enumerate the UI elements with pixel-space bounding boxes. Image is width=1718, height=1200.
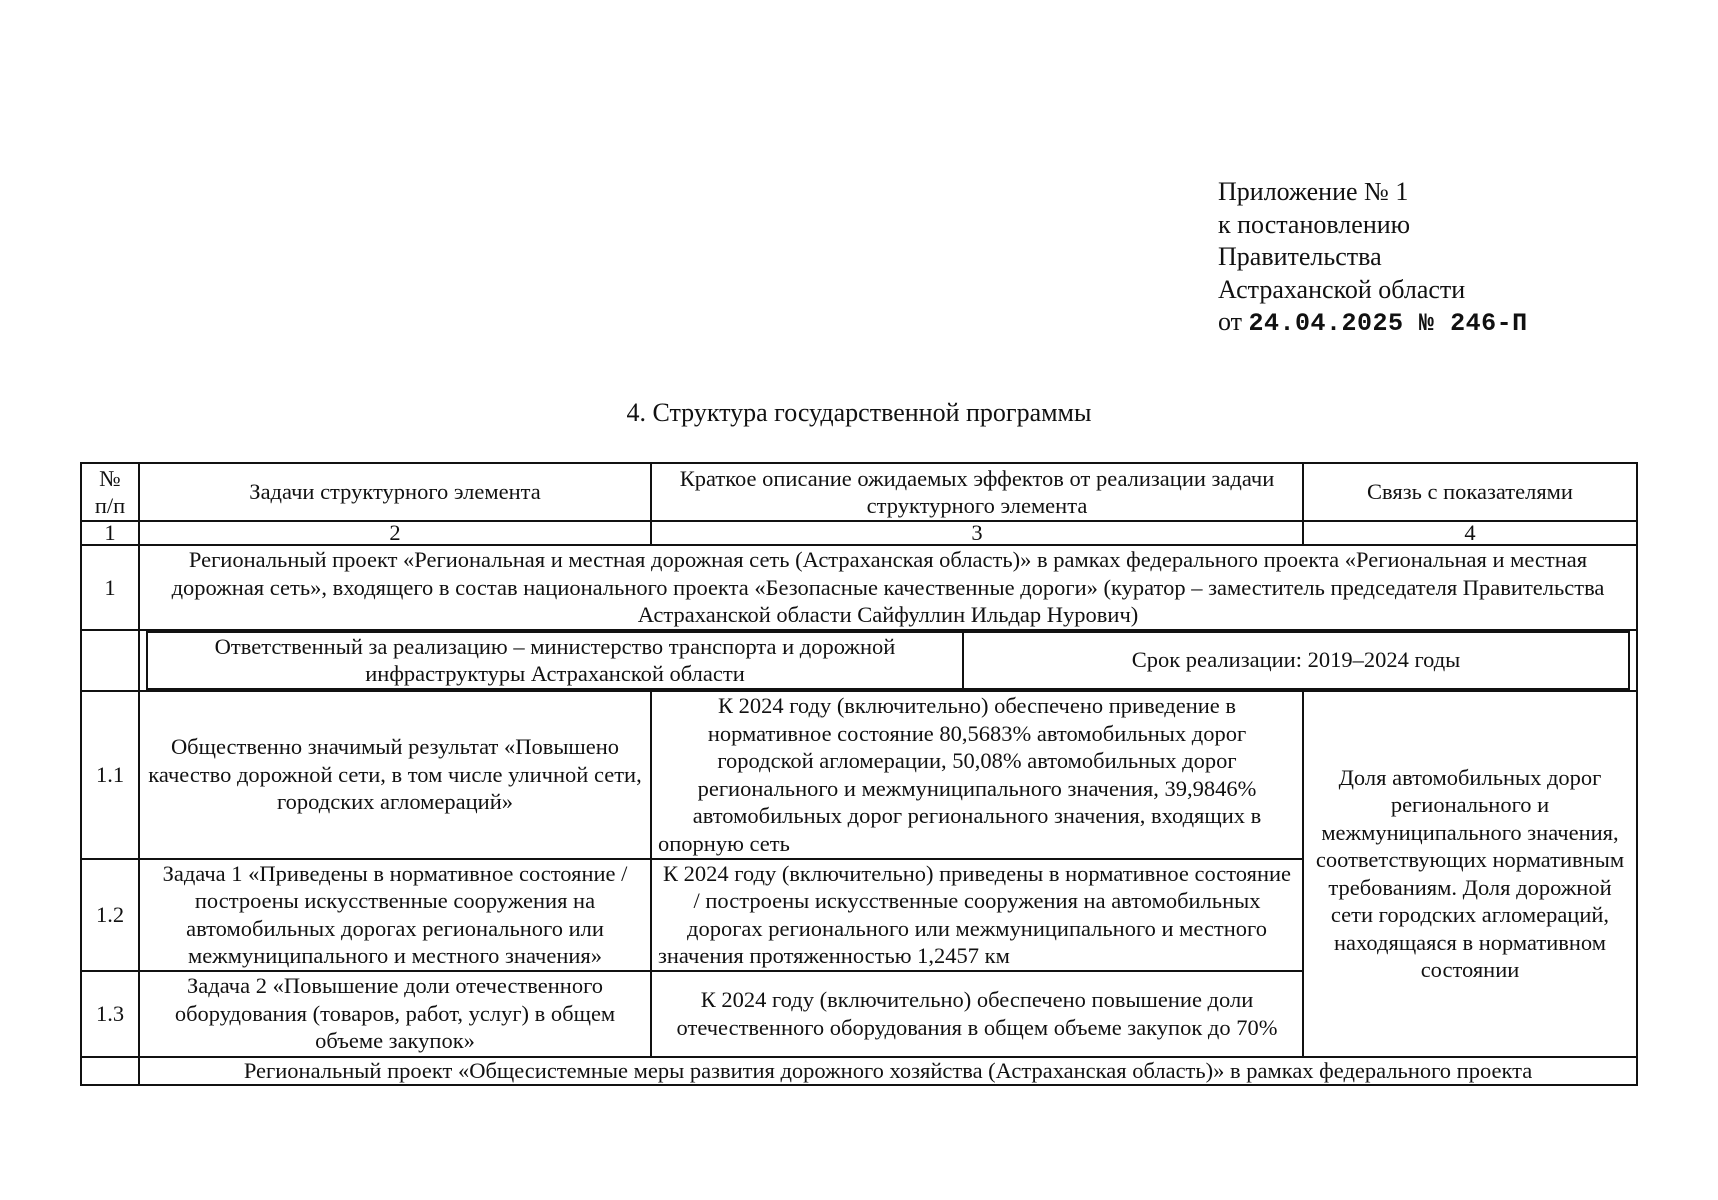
row-num: 1.2 bbox=[81, 859, 139, 971]
row-num: 1.1 bbox=[81, 691, 139, 859]
header-row bbox=[81, 463, 1637, 521]
annex-date-prefix: от bbox=[1218, 307, 1243, 336]
header-tasks: Задачи структурного элемента bbox=[139, 463, 651, 521]
annex-line-4: Астраханской области bbox=[1218, 274, 1466, 304]
section-title: 4. Структура государственной программы bbox=[626, 398, 1092, 427]
annex-line-3: Правительства bbox=[1218, 242, 1382, 271]
column-number: 1 bbox=[81, 521, 139, 545]
table-row bbox=[81, 691, 1637, 859]
project-title: Региональный проект «Общесистемные меры развития дорожного хозяйства (Астраханская область)» в рамках федерального проекта bbox=[139, 1057, 1637, 1085]
responsible-row bbox=[81, 630, 1637, 691]
row-task: Задача 1 «Приведены в нормативное состояние / построены искусственные сооружения на автомобильных дорогах регионального или межмуниципального и местного значения» bbox=[139, 859, 651, 971]
project-row bbox=[81, 545, 1637, 630]
row-task: Задача 2 «Повышение доли отечественного оборудования (товаров, работ, услуг) в общем объеме закупок» bbox=[139, 971, 651, 1057]
row-effect: К 2024 году (включительно) приведены в нормативное состояние / построены искусственные сооружения на автомобильных дорогах регионального или межмуниципального и местного значения протяженностью 1,2457 км bbox=[651, 859, 1303, 971]
column-number: 4 bbox=[1303, 521, 1637, 545]
project-row bbox=[81, 1057, 1637, 1085]
annex-block bbox=[1218, 176, 1528, 341]
annex-line-2: к постановлению bbox=[1218, 209, 1411, 239]
project-title: Региональный проект «Региональная и местная дорожная сеть (Астраханская область)» в рамках федерального проекта «Региональная и местная дорожная сеть», входящего в состав национального проекта «Безопасные качественные дороги» (куратор – заместитель председателя Правительства Астраханской области Сайфуллин Ильдар Нурович) bbox=[139, 545, 1637, 630]
responsible-text: Ответственный за реализацию – министерство транспорта и дорожной инфраструктуры Астраханской области bbox=[147, 632, 963, 689]
project-num: 1 bbox=[81, 545, 139, 630]
header-num: № п/п bbox=[81, 463, 139, 521]
column-number: 3 bbox=[651, 521, 1303, 545]
empty-cell bbox=[81, 1057, 139, 1085]
responsible-split bbox=[146, 631, 1630, 690]
header-effects: Краткое описание ожидаемых эффектов от реализации задачи структурного элемента bbox=[651, 463, 1303, 521]
annex-date-value: 24.04.2025 № 246-П bbox=[1248, 309, 1528, 338]
indicator-link: Доля автомобильных дорог регионального и межмуниципального значения, соответствующих нормативным требованиям. Доля дорожной сети городских агломераций, находящаяся в нормативном состоянии bbox=[1303, 691, 1637, 1057]
column-number: 2 bbox=[139, 521, 651, 545]
annex-line-1: Приложение № 1 bbox=[1218, 177, 1409, 206]
empty-cell bbox=[81, 630, 139, 691]
row-effect: К 2024 году (включительно) обеспечено повышение доли отечественного оборудования в общем объеме закупок до 70% bbox=[651, 971, 1303, 1057]
row-task: Общественно значимый результат «Повышено качество дорожной сети, в том числе уличной сети, городских агломераций» bbox=[139, 691, 651, 859]
responsible-cell bbox=[139, 630, 1637, 691]
row-num: 1.3 bbox=[81, 971, 139, 1057]
annex-date-line bbox=[1218, 306, 1528, 341]
column-number-row bbox=[81, 521, 1637, 545]
header-link: Связь с показателями bbox=[1303, 463, 1637, 521]
term-text: Срок реализации: 2019–2024 годы bbox=[963, 632, 1629, 689]
row-effect: К 2024 году (включительно) обеспечено приведение в нормативное состояние 80,5683% автомобильных дорог городской агломерации, 50,08% автомобильных дорог регионального и межмуниципального значения, 39,9846% автомобильных дорог регионального значения, входящих в опорную сеть bbox=[651, 691, 1303, 859]
program-structure-table bbox=[80, 462, 1638, 1086]
